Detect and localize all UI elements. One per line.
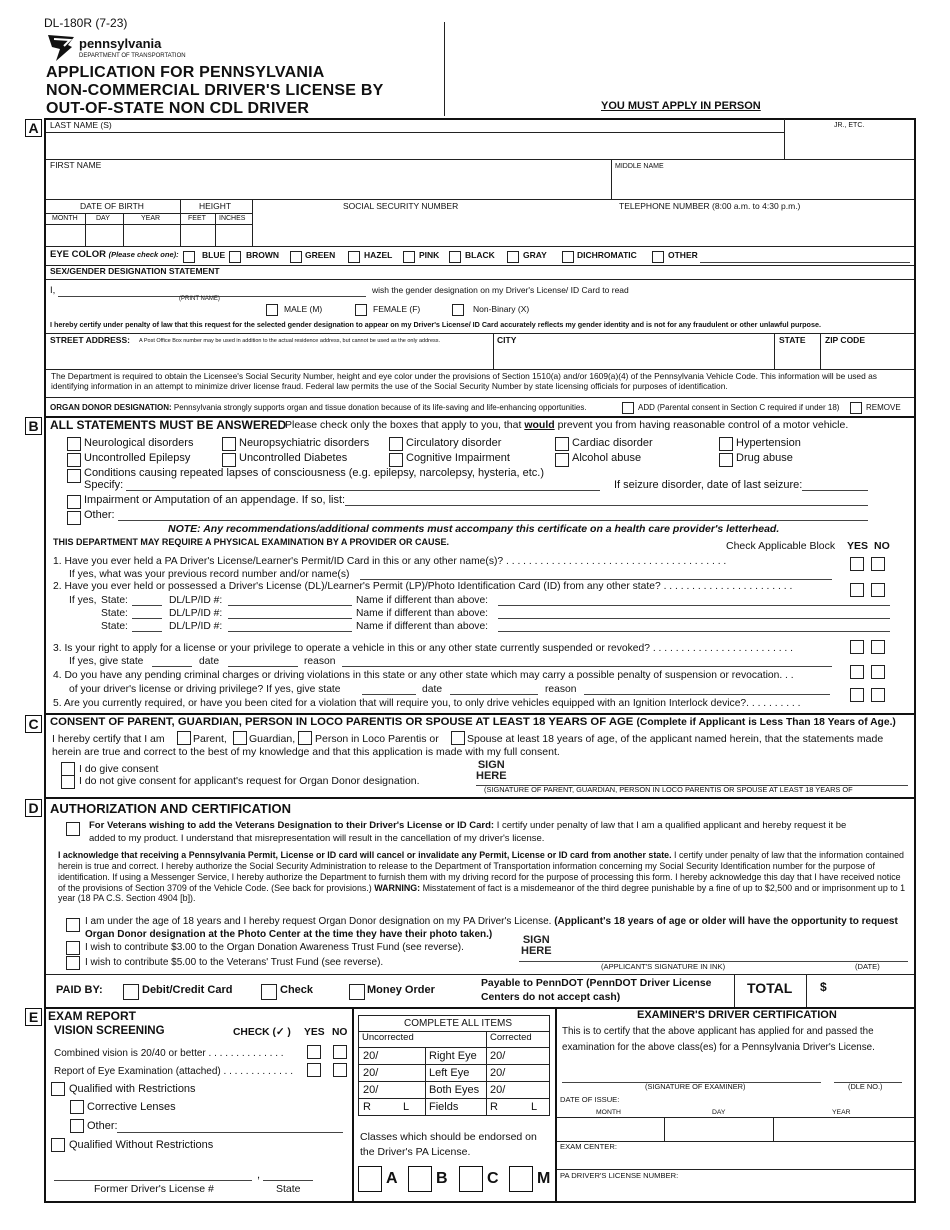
suffix-field[interactable] bbox=[786, 134, 912, 158]
specify-label: Specify: bbox=[84, 479, 124, 491]
q2-name-label-3: Name if different than above: bbox=[356, 621, 489, 632]
q4-reason-label: reason bbox=[545, 684, 577, 695]
fields-label: Fields bbox=[429, 1101, 459, 1113]
q2-name-label-1: Name if different than above: bbox=[356, 595, 489, 606]
q2-state-line-1[interactable] bbox=[132, 605, 162, 606]
gender-male-checkbox[interactable] bbox=[266, 304, 278, 316]
inches-label: INCHES bbox=[219, 215, 246, 222]
street-address-note: A Post Office Box number may be used in addition to the actual residence address, but cannot be used as the only address. bbox=[139, 338, 441, 344]
cognitive-label: Cognitive Impairment bbox=[406, 452, 510, 464]
classes-label-1: Classes which should be endorsed on bbox=[360, 1131, 537, 1143]
pa-dl-number-field[interactable] bbox=[558, 1181, 912, 1199]
consent-loco-label: Person in Loco Parentis or bbox=[315, 733, 439, 745]
restriction-other-checkbox[interactable] bbox=[70, 1119, 84, 1133]
q4-no-checkbox[interactable] bbox=[871, 665, 885, 679]
gender-heading: SEX/GENDER DESIGNATION STATEMENT bbox=[50, 266, 220, 276]
q4-yes-checkbox[interactable] bbox=[850, 665, 864, 679]
height-label: HEIGHT bbox=[199, 201, 232, 211]
issue-year-label: YEAR bbox=[832, 1109, 851, 1116]
eye-green-checkbox[interactable] bbox=[290, 251, 302, 263]
height-feet-field[interactable] bbox=[182, 225, 214, 245]
sign-here-marker-c: SIGN HERE bbox=[476, 759, 507, 782]
veterans-text-2: added to my product. I understand that misrepresentation will result in the cancellation of my driver's license. bbox=[89, 833, 545, 844]
complete-all-items-label: COMPLETE ALL ITEMS bbox=[404, 1018, 512, 1029]
eye-hazel-checkbox[interactable] bbox=[348, 251, 360, 263]
hypertension-checkbox[interactable] bbox=[719, 437, 733, 451]
epilepsy-checkbox[interactable] bbox=[67, 453, 81, 467]
pay-money-order-label: Money Order bbox=[367, 984, 435, 996]
fields-uncorrected-r: R bbox=[363, 1101, 371, 1113]
q5-yes-checkbox[interactable] bbox=[850, 688, 864, 702]
organ-add-checkbox[interactable] bbox=[622, 402, 634, 414]
dob-label: DATE OF BIRTH bbox=[80, 201, 144, 211]
section-c-heading: CONSENT OF PARENT, GUARDIAN, PERSON IN LOCO PARENTIS OR SPOUSE AT LEAST 18 YEARS OF AGE (Complete if Applicant is Less Than 18 Years of Age.) bbox=[50, 716, 896, 728]
q2-name-label-2: Name if different than above: bbox=[356, 608, 489, 619]
q5-no-checkbox[interactable] bbox=[871, 688, 885, 702]
total-label: TOTAL bbox=[747, 980, 793, 996]
zip-label: ZIP CODE bbox=[825, 335, 865, 345]
section-c-letter: C bbox=[25, 715, 42, 733]
q4-state-label: of your driver's license or driving privilege? If yes, give state bbox=[69, 684, 341, 695]
ssn-label: SOCIAL SECURITY NUMBER bbox=[343, 201, 459, 211]
state-field[interactable] bbox=[777, 348, 819, 368]
eye-report-label: Report of Eye Examination (attached) . . . . . . . . . . . . . bbox=[54, 1066, 293, 1077]
last-name-label: LAST NAME (S) bbox=[50, 120, 112, 130]
last-name-field[interactable] bbox=[48, 134, 782, 158]
eye-hazel-label: HAZEL bbox=[364, 250, 393, 260]
contribute-3-checkbox[interactable] bbox=[66, 941, 80, 955]
q2-state-label-3: State: bbox=[101, 621, 128, 632]
eye-other-checkbox[interactable] bbox=[652, 251, 664, 263]
right-eye-uncorrected: 20/ bbox=[363, 1050, 379, 1062]
eye-pink-checkbox[interactable] bbox=[403, 251, 415, 263]
neurological-label: Neurological disorders bbox=[84, 437, 194, 449]
diabetes-checkbox[interactable] bbox=[222, 453, 236, 467]
vision-screening-heading: VISION SCREENING bbox=[54, 1025, 165, 1037]
sign-here-marker-d: SIGN HERE bbox=[521, 934, 552, 957]
fields-corrected-r: R bbox=[490, 1101, 498, 1113]
give-consent-label: I do give consent bbox=[79, 763, 159, 775]
ssn-field[interactable] bbox=[254, 213, 610, 245]
form-title-line3: OUT-OF-STATE NON CDL DRIVER bbox=[46, 100, 310, 117]
diabetes-label: Uncontrolled Diabetes bbox=[239, 452, 348, 464]
dle-number-caption: (DLE NO.) bbox=[848, 1082, 883, 1091]
gender-male-label: MALE (M) bbox=[284, 304, 323, 314]
cardiac-label: Cardiac disorder bbox=[572, 437, 653, 449]
pa-dl-number-label: PA DRIVER'S LICENSE NUMBER: bbox=[560, 1171, 679, 1180]
issue-day-field[interactable] bbox=[666, 1118, 772, 1140]
pay-debit-label: Debit/Credit Card bbox=[142, 984, 233, 996]
q2-dl-line-1[interactable] bbox=[228, 605, 352, 606]
class-a-label: A bbox=[386, 1170, 398, 1187]
section-d-letter: D bbox=[25, 799, 42, 817]
contribute-5-checkbox[interactable] bbox=[66, 956, 80, 970]
qualified-restrictions-checkbox[interactable] bbox=[51, 1082, 65, 1096]
telephone-label: TELEPHONE NUMBER (8:00 a.m. to 4:30 p.m.) bbox=[619, 201, 801, 211]
neuropsychiatric-checkbox[interactable] bbox=[222, 437, 236, 451]
form-id: DL-180R (7-23) bbox=[44, 16, 128, 30]
no-header: NO bbox=[874, 540, 890, 552]
former-license-line[interactable] bbox=[54, 1180, 252, 1181]
exam-center-label: EXAM CENTER: bbox=[560, 1142, 617, 1151]
class-b-label: B bbox=[436, 1170, 448, 1187]
both-eyes-corrected: 20/ bbox=[490, 1084, 506, 1096]
pay-check-label: Check bbox=[280, 984, 314, 996]
vision-yes-header: YES bbox=[304, 1027, 325, 1038]
alcohol-checkbox[interactable] bbox=[555, 453, 569, 467]
former-license-comma: , bbox=[257, 1169, 261, 1181]
q4-reason-line[interactable] bbox=[584, 694, 830, 695]
q2-state-line-3[interactable] bbox=[132, 631, 162, 632]
examiner-cert-text-1: This is to certify that the above applicant has applied for and passed the bbox=[562, 1026, 874, 1037]
issue-month-field[interactable] bbox=[558, 1118, 663, 1140]
q2-name-line-2[interactable] bbox=[498, 618, 890, 619]
eye-dichromatic-label: DICHROMATIC bbox=[577, 250, 637, 260]
combined-vision-no-checkbox[interactable] bbox=[333, 1045, 347, 1059]
under18-organ-checkbox[interactable] bbox=[66, 918, 80, 932]
circulatory-label: Circulatory disorder bbox=[406, 437, 502, 449]
section-e-letter: E bbox=[25, 1008, 42, 1026]
first-name-field[interactable] bbox=[48, 173, 608, 197]
provider-note: NOTE: Any recommendations/additional comments must accompany this certificate on a health care provider's letterhead. bbox=[168, 523, 780, 535]
consent-loco-checkbox[interactable] bbox=[298, 731, 312, 745]
eye-brown-checkbox[interactable] bbox=[229, 251, 241, 263]
issue-year-field[interactable] bbox=[775, 1118, 912, 1140]
q4-date-label: date bbox=[422, 684, 443, 695]
day-label: DAY bbox=[96, 215, 110, 222]
qualified-no-restrictions-checkbox[interactable] bbox=[51, 1138, 65, 1152]
q4-state-line[interactable] bbox=[362, 694, 416, 695]
class-c-checkbox[interactable] bbox=[459, 1166, 483, 1192]
former-state-line[interactable] bbox=[263, 1180, 313, 1181]
veterans-text-1: For Veterans wishing to add the Veterans Designation to their Driver's License or ID Card: I certify under penalty of law that I am a qualified applicant and hereby request it be bbox=[89, 820, 847, 831]
impairment-line[interactable] bbox=[345, 505, 868, 506]
eye-report-yes-checkbox[interactable] bbox=[307, 1063, 321, 1077]
combined-vision-yes-checkbox[interactable] bbox=[307, 1045, 321, 1059]
both-eyes-label: Both Eyes bbox=[429, 1084, 480, 1096]
veterans-checkbox[interactable] bbox=[66, 822, 80, 836]
parent-signature-caption: (SIGNATURE OF PARENT, GUARDIAN, PERSON IN LOCO PARENTIS OR SPOUSE AT LEAST 18 YEARS OF bbox=[484, 785, 853, 794]
eye-blue-label: BLUE bbox=[202, 250, 226, 260]
under18-organ-text: I am under the age of 18 years and I hereby request Organ Donor designation on my PA Driver's License. (Applicant's 18 years of age or older will have the opportunity to request bbox=[85, 916, 898, 927]
both-eyes-uncorrected: 20/ bbox=[363, 1084, 379, 1096]
exam-warning: THIS DEPARTMENT MAY REQUIRE A PHYSICAL EXAMINATION BY A PROVIDER OR CAUSE. bbox=[53, 537, 450, 547]
q2-dl-line-2[interactable] bbox=[228, 618, 352, 619]
eye-pink-label: PINK bbox=[419, 250, 440, 260]
left-eye-uncorrected: 20/ bbox=[363, 1067, 379, 1079]
gender-i-label: I, bbox=[50, 285, 56, 296]
corrective-lenses-checkbox[interactable] bbox=[70, 1100, 84, 1114]
consent-spouse-checkbox[interactable] bbox=[451, 731, 465, 745]
vision-results-table bbox=[358, 1015, 550, 1116]
cardiac-checkbox[interactable] bbox=[555, 437, 569, 451]
pay-check-checkbox[interactable] bbox=[261, 984, 277, 1000]
gender-female-checkbox[interactable] bbox=[355, 304, 367, 316]
yes-header: YES bbox=[847, 540, 869, 552]
form-title-line1: APPLICATION FOR PENNSYLVANIA bbox=[46, 64, 325, 81]
examiner-cert-heading: EXAMINER'S DRIVER CERTIFICATION bbox=[637, 1009, 837, 1021]
q2-no-checkbox[interactable] bbox=[871, 583, 885, 597]
state-label: STATE bbox=[779, 335, 806, 345]
q2-dl-label-2: DL/LP/ID #: bbox=[169, 608, 223, 619]
uncorrected-header: Uncorrected bbox=[362, 1032, 414, 1043]
q1-previous-record-line[interactable] bbox=[360, 579, 832, 580]
eye-other-label: OTHER bbox=[668, 250, 698, 260]
q2-state-label-1: State: bbox=[101, 595, 128, 606]
lapses-label: Conditions causing repeated lapses of consciousness (e.g. epilepsy, narcolepsy, hysteria, etc.) bbox=[84, 467, 545, 479]
q3-state-line[interactable] bbox=[152, 666, 192, 667]
eye-green-label: GREEN bbox=[305, 250, 336, 260]
print-name-caption: (PRINT NAME) bbox=[179, 296, 220, 302]
feet-label: FEET bbox=[188, 215, 206, 222]
logo-department: DEPARTMENT OF TRANSPORTATION bbox=[79, 53, 186, 59]
lapses-checkbox[interactable] bbox=[67, 469, 81, 483]
question-4: 4. Do you have any pending criminal charges or driving violations in this state or any other state which may carry a possible penalty of suspension or revocation. . . bbox=[53, 670, 794, 681]
eye-brown-label: BROWN bbox=[246, 250, 280, 260]
pay-debit-checkbox[interactable] bbox=[123, 984, 139, 1000]
q2-yes-checkbox[interactable] bbox=[850, 583, 864, 597]
q2-state-line-2[interactable] bbox=[132, 618, 162, 619]
q2-dl-label-1: DL/LP/ID #: bbox=[169, 595, 223, 606]
class-b-checkbox[interactable] bbox=[408, 1166, 432, 1192]
year-label: YEAR bbox=[141, 215, 161, 222]
fields-corrected-l: L bbox=[531, 1101, 538, 1113]
corrective-lenses-label: Corrective Lenses bbox=[87, 1101, 176, 1113]
examiner-cert-text-2: examination for the above class(es) for a Pennsylvania Driver's License. bbox=[562, 1042, 875, 1053]
question-2: 2. Have you ever held or possessed a Driver's License (DL)/Learner's Permit (LP)/Photo Identification Card (ID) from any other state? . . . . . . . . . . . . . . . . . . . . . . . bbox=[53, 581, 793, 592]
consent-line-2: herein are true and correct to the best of my knowledge and that this application is made with my full consent. bbox=[52, 746, 560, 758]
eye-color-label: EYE COLOR (Please check one): bbox=[50, 249, 179, 260]
class-m-checkbox[interactable] bbox=[509, 1166, 533, 1192]
section-a-letter: A bbox=[25, 119, 42, 137]
left-eye-corrected: 20/ bbox=[490, 1067, 506, 1079]
total-dollar-sign: $ bbox=[820, 980, 827, 994]
contribute-3-label: I wish to contribute $3.00 to the Organ Donation Awareness Trust Fund (see reverse). bbox=[85, 942, 464, 953]
keystone-logo-icon bbox=[46, 33, 76, 63]
q2-dl-line-3[interactable] bbox=[228, 631, 352, 632]
restriction-other-line[interactable] bbox=[117, 1132, 343, 1133]
question-3: 3. Is your right to apply for a license or your privilege to operate a vehicle in this or any other state currently suspended or revoked? . . . . . . . . . . . . . . . . . . . . . . . . . bbox=[53, 643, 794, 654]
under18-organ-text-2: Organ Donor designation at the Photo Center at the time they have their photo taken.) bbox=[85, 929, 493, 940]
classes-label-2: the Driver's PA License. bbox=[360, 1146, 471, 1158]
cognitive-checkbox[interactable] bbox=[389, 453, 403, 467]
paid-by-label: PAID BY: bbox=[56, 984, 103, 996]
not-give-consent-label: I do not give consent for applicant's request for Organ Donor designation. bbox=[79, 775, 420, 787]
dob-day-field[interactable] bbox=[87, 225, 122, 245]
organ-remove-label: REMOVE bbox=[866, 403, 901, 412]
class-c-label: C bbox=[487, 1170, 499, 1187]
q3-no-checkbox[interactable] bbox=[871, 640, 885, 654]
payable-note-2: Centers do not accept cash) bbox=[481, 992, 621, 1003]
organ-remove-checkbox[interactable] bbox=[850, 402, 862, 414]
impairment-label: Impairment or Amputation of an appendage. If so, list: bbox=[84, 494, 346, 506]
gender-wish-text: wish the gender designation on my Driver's License/ ID Card to read bbox=[372, 285, 629, 295]
give-consent-checkbox[interactable] bbox=[61, 762, 75, 776]
exam-report-heading: EXAM REPORT bbox=[48, 1009, 137, 1023]
corrected-header: Corrected bbox=[490, 1032, 532, 1043]
city-label: CITY bbox=[497, 335, 517, 345]
q2-name-line-3[interactable] bbox=[498, 631, 890, 632]
former-license-caption: Former Driver's License # bbox=[94, 1183, 214, 1195]
not-give-consent-checkbox[interactable] bbox=[61, 775, 75, 789]
middle-name-field[interactable] bbox=[614, 173, 912, 197]
consent-guardian-checkbox[interactable] bbox=[233, 731, 247, 745]
neuropsychiatric-label: Neuropsychiatric disorders bbox=[239, 437, 370, 449]
month-label: MONTH bbox=[52, 215, 78, 222]
street-address-label: STREET ADDRESS: bbox=[50, 335, 130, 345]
other-condition-checkbox[interactable] bbox=[67, 511, 81, 525]
vision-no-header: NO bbox=[332, 1027, 348, 1038]
qualified-no-restrictions-label: Qualified Without Restrictions bbox=[69, 1139, 214, 1151]
check-block-label: Check Applicable Block bbox=[726, 540, 836, 552]
neurological-checkbox[interactable] bbox=[67, 437, 81, 451]
height-inches-field[interactable] bbox=[217, 225, 251, 245]
consent-parent-checkbox[interactable] bbox=[177, 731, 191, 745]
gender-female-label: FEMALE (F) bbox=[373, 304, 421, 314]
q3-yes-checkbox[interactable] bbox=[850, 640, 864, 654]
logo-state-name: pennsylvania bbox=[79, 36, 162, 51]
first-name-label: FIRST NAME bbox=[50, 160, 102, 170]
q2-dl-label-3: DL/LP/ID #: bbox=[169, 621, 223, 632]
dob-year-field[interactable] bbox=[125, 225, 179, 245]
apply-in-person-note: YOU MUST APPLY IN PERSON bbox=[601, 100, 761, 112]
hypertension-label: Hypertension bbox=[736, 437, 801, 449]
consent-certify-label: I hereby certify that I am bbox=[52, 733, 165, 745]
combined-vision-label: Combined vision is 20/40 or better . . . . . . . . . . . . . . bbox=[54, 1048, 284, 1059]
eye-gray-checkbox[interactable] bbox=[507, 251, 519, 263]
q3-reason-line[interactable] bbox=[342, 666, 832, 667]
left-eye-label: Left Eye bbox=[429, 1067, 470, 1079]
city-field[interactable] bbox=[496, 348, 773, 368]
right-eye-label: Right Eye bbox=[429, 1050, 477, 1062]
other-condition-label: Other: bbox=[84, 509, 115, 521]
q1-yes-checkbox[interactable] bbox=[850, 557, 864, 571]
restriction-other-label: Other: bbox=[87, 1120, 118, 1132]
organ-donor-row: ORGAN DONOR DESIGNATION: Pennsylvania strongly supports organ and tissue donation because of its life-saving and life-enhancing opportunities. bbox=[50, 403, 587, 412]
examiner-signature-caption: (SIGNATURE OF EXAMINER) bbox=[645, 1082, 746, 1091]
zip-field[interactable] bbox=[823, 348, 912, 368]
fields-uncorrected-l: L bbox=[403, 1101, 410, 1113]
q1-no-checkbox[interactable] bbox=[871, 557, 885, 571]
q3-reason-label: reason bbox=[304, 656, 336, 667]
eye-dichromatic-checkbox[interactable] bbox=[562, 251, 574, 263]
class-m-label: M bbox=[537, 1170, 551, 1187]
section-d-heading: AUTHORIZATION AND CERTIFICATION bbox=[50, 801, 291, 816]
seizure-date-line[interactable] bbox=[802, 490, 868, 491]
ssn-disclosure-note: The Department is required to obtain the Licensee's Social Security Number, height and eye color under the provisions of Section 1510(a) and/or 1609(a)(4) of the Pennsylvania Vehicle Code. This information will be used as identifying information in an attempt to minimize driver license fraud. Federal law permits the use of the Social Security Number by state licensing officials for purposes of identification. bbox=[51, 371, 877, 391]
street-address-field[interactable] bbox=[48, 348, 492, 368]
eye-report-no-checkbox[interactable] bbox=[333, 1063, 347, 1077]
eye-blue-checkbox[interactable] bbox=[183, 251, 195, 263]
question-5: 5. Are you currently required, or have you been cited for a violation that will require you, to only drive vehicles equipped with an Ignition Interlock device?. . . . . . . . . . bbox=[53, 698, 801, 709]
section-b-heading: ALL STATEMENTS MUST BE ANSWERED bbox=[50, 418, 287, 432]
form-title-line2: NON-COMMERCIAL DRIVER'S LICENSE BY bbox=[46, 82, 384, 99]
gender-nonbinary-checkbox[interactable] bbox=[452, 304, 464, 316]
applicant-signature-caption: (APPLICANT'S SIGNATURE IN INK) bbox=[601, 962, 726, 971]
eye-black-checkbox[interactable] bbox=[449, 251, 461, 263]
section-b-intro: Please check only the boxes that apply to you, that would prevent you from having reasonable control of a motor vehicle. bbox=[285, 419, 849, 431]
q2-name-line-1[interactable] bbox=[498, 605, 890, 606]
consent-guardian-label: Guardian, bbox=[249, 733, 296, 745]
consent-spouse-label: Spouse at least 18 years of age, of the applicant named herein, that the statements made bbox=[467, 733, 884, 745]
middle-name-label: MIDDLE NAME bbox=[615, 163, 664, 170]
q3-state-label: If yes, give state bbox=[69, 656, 144, 667]
q2-if-yes: If yes, bbox=[69, 595, 97, 606]
eye-black-label: BLACK bbox=[465, 250, 495, 260]
specify-line[interactable] bbox=[126, 490, 600, 491]
gender-certification: I hereby certify under penalty of law that this request for the selected gender designation to appear on my Driver's License/ ID Card accurately reflects my gender identity and is not for any fraudulent or other unlawful purpose. bbox=[50, 320, 821, 329]
other-condition-line[interactable] bbox=[118, 520, 868, 521]
q3-date-label: date bbox=[199, 656, 220, 667]
eye-gray-label: GRAY bbox=[523, 250, 547, 260]
former-state-caption: State bbox=[276, 1183, 301, 1195]
class-a-checkbox[interactable] bbox=[358, 1166, 382, 1192]
dob-month-field[interactable] bbox=[48, 225, 84, 245]
q2-state-label-2: State: bbox=[101, 608, 128, 619]
right-eye-corrected: 20/ bbox=[490, 1050, 506, 1062]
consent-parent-label: Parent, bbox=[193, 733, 227, 745]
issue-day-label: DAY bbox=[712, 1109, 726, 1116]
signature-date-caption: (DATE) bbox=[855, 962, 880, 971]
suffix-label: JR., ETC. bbox=[834, 122, 865, 129]
pay-money-order-checkbox[interactable] bbox=[349, 984, 365, 1000]
question-1-followup: If yes, what was your previous record number and/or name(s) bbox=[69, 569, 350, 580]
drug-abuse-checkbox[interactable] bbox=[719, 453, 733, 467]
gender-nonbinary-label: Non-Binary (X) bbox=[473, 304, 530, 314]
date-of-issue-label: DATE OF ISSUE: bbox=[560, 1095, 620, 1104]
acknowledgement-text: I acknowledge that receiving a Pennsylvania Permit, License or ID card will cancel or invalidate any Permit, License or ID card from another state. I certify under penalty of law that the information contained herein is true and correct. I hereby authorize the Social Security Administration to release to the Department of Transportation information concerning my Social Security Identification number for the purpose of identification. If using a Messenger Service, I hereby authorize the Department to furnish them with my driving record for the purpose of processing this form. I hereby acknowledge this day that I have received notice of the provisions of Section 3709 of the Vehicle Code. (See back for provisions.) WARNING: Misstatement of fact is a misdemeanor of the third degree punishable by a fine of up to $2,500 and or imprisonment up to 1 year (18 PA C.S. Section 4904 [b]). bbox=[58, 850, 906, 904]
total-amount-field[interactable] bbox=[832, 976, 912, 1006]
exam-center-field[interactable] bbox=[558, 1152, 912, 1168]
epilepsy-label: Uncontrolled Epilepsy bbox=[84, 452, 191, 464]
circulatory-checkbox[interactable] bbox=[389, 437, 403, 451]
seizure-label: If seizure disorder, date of last seizure: bbox=[614, 479, 803, 491]
issue-month-label: MONTH bbox=[596, 1109, 621, 1116]
q4-date-line[interactable] bbox=[450, 694, 538, 695]
check-header: CHECK (✓ ) bbox=[233, 1027, 291, 1038]
payable-note-1: Payable to PennDOT (PennDOT Driver License bbox=[481, 978, 712, 989]
qualified-restrictions-label: Qualified with Restrictions bbox=[69, 1083, 196, 1095]
telephone-field[interactable] bbox=[614, 213, 912, 245]
impairment-checkbox[interactable] bbox=[67, 495, 81, 509]
question-1: 1. Have you ever held a PA Driver's License/Learner's Permit/ID Card in this or any other name(s)? . . . . . . . . . . . . . . . . . . . . . . . . . . . . . . . . . . . . . . . bbox=[53, 556, 727, 567]
drug-abuse-label: Drug abuse bbox=[736, 452, 793, 464]
q3-date-line[interactable] bbox=[228, 666, 298, 667]
alcohol-label: Alcohol abuse bbox=[572, 452, 642, 464]
contribute-5-label: I wish to contribute $5.00 to the Veterans' Trust Fund (see reverse). bbox=[85, 957, 384, 968]
section-b-letter: B bbox=[25, 417, 42, 435]
organ-add-label: ADD (Parental consent in Section C required if under 18) bbox=[638, 403, 840, 412]
